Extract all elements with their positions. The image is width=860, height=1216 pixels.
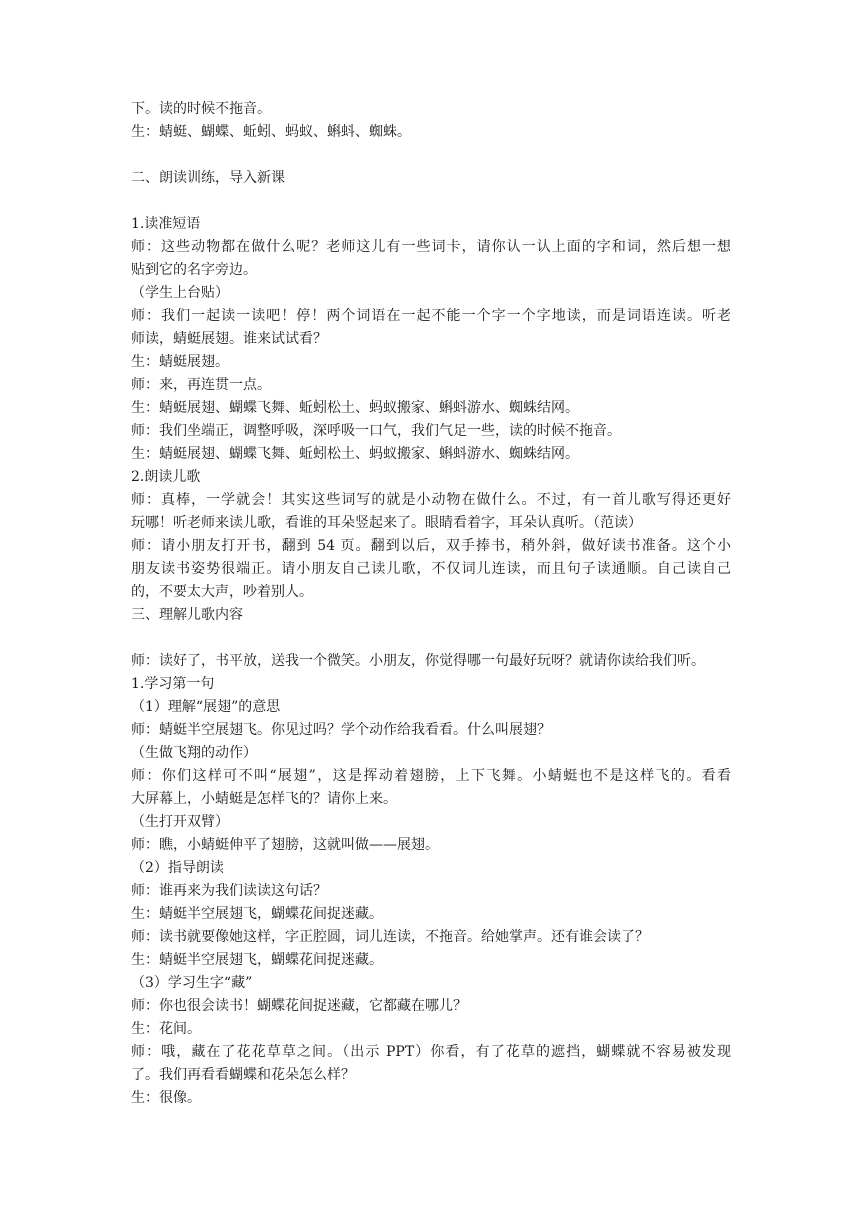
text-line: （2）指导朗读 xyxy=(131,860,224,876)
text-line: 1.读准短语 xyxy=(131,216,201,232)
text-line: 师：你们这样可不叫“展翅”，这是挥动着翅膀，上下飞舞。小蜻蜓也不是这样飞的。看看 xyxy=(131,768,731,784)
text-line: （3）学习生字“藏” xyxy=(131,975,253,991)
text-line: 朋友读书姿势很端正。请小朋友自己读儿歌，不仅词儿连读，而且句子读通顺。自己读自己 xyxy=(131,561,731,577)
text-line: 师读，蜻蜓展翅。谁来试试看？ xyxy=(131,331,327,347)
text-line: 师：来，再连贯一点。 xyxy=(131,377,271,393)
text-line: 师：谁再来为我们读读这句话？ xyxy=(131,883,327,899)
text-line: 师：读好了，书平放，送我一个微笑。小朋友，你觉得哪一句最好玩呀？就请你读给我们听。 xyxy=(131,653,705,669)
blank-line xyxy=(131,144,731,167)
text-line: 师：我们一起读一读吧！停！两个词语在一起不能一个字一个字地读，而是词语连读。听老 xyxy=(131,308,731,324)
text-line: 生：蜻蜓展翅、蝴蝶飞舞、蚯蚓松土、蚂蚁搬家、蝌蚪游水、蜘蛛结网。 xyxy=(131,446,579,462)
text-line: 师：这些动物都在做什么呢？老师这儿有一些词卡，请你认一认上面的字和词，然后想一想 xyxy=(131,239,731,255)
text-line: 二、朗读训练，导入新课 xyxy=(131,170,285,186)
lesson-transcript xyxy=(131,98,731,1110)
text-line: 2.朗读儿歌 xyxy=(131,469,201,485)
text-line: 师：我们坐端正，调整呼吸，深呼吸一口气，我们气足一些，读的时候不拖音。 xyxy=(131,423,621,439)
text-line: 生：很像。 xyxy=(131,1090,201,1106)
text-line: 师：蜻蜓半空展翅飞。你见过吗？学个动作给我看看。什么叫展翅？ xyxy=(131,722,551,738)
text-line: 玩哪！听老师来读儿歌，看谁的耳朵竖起来了。眼睛看着字，耳朵认真听。（范读） xyxy=(131,515,642,531)
blank-line xyxy=(131,190,731,213)
text-line: 生：花间。 xyxy=(131,1021,201,1037)
text-line: 生：蜻蜓展翅。 xyxy=(131,354,229,370)
text-line: 师：瞧，小蜻蜓伸平了翅膀，这就叫做——展翅。 xyxy=(131,837,439,853)
text-line: 生：蜻蜓、蝴蝶、蚯蚓、蚂蚁、蝌蚪、蜘蛛。 xyxy=(131,124,411,140)
text-line: 生：蜻蜓半空展翅飞，蝴蝶花间捉迷藏。 xyxy=(131,952,383,968)
text-line: 师：真棒，一学就会！其实这些词写的就是小动物在做什么。不过，有一首儿歌写得还更好 xyxy=(131,492,731,508)
text-line: 生：蜻蜓展翅、蝴蝶飞舞、蚯蚓松土、蚂蚁搬家、蝌蚪游水、蜘蛛结网。 xyxy=(131,400,579,416)
text-line: 了。我们再看看蝴蝶和花朵怎么样？ xyxy=(131,1067,355,1083)
text-line: 下。读的时候不拖音。 xyxy=(131,101,271,117)
text-line: 贴到它的名字旁边。 xyxy=(131,262,257,278)
text-line: 师：请小朋友打开书，翻到 54 页。翻到以后，双手捧书，稍外斜，做好读书准备。这个小 xyxy=(131,538,731,554)
text-line: 师：读书就要像她这样，字正腔圆，词儿连读，不拖音。给她掌声。还有谁会读了？ xyxy=(131,929,649,945)
text-line: 生：蜻蜓半空展翅飞，蝴蝶花间捉迷藏。 xyxy=(131,906,383,922)
text-line: （学生上台贴） xyxy=(131,285,229,301)
text-line: （1）理解“展翅”的意思 xyxy=(131,699,281,715)
blank-line xyxy=(131,627,731,650)
text-line: 1.学习第一句 xyxy=(131,676,215,692)
text-line: （生打开双臂） xyxy=(131,814,229,830)
text-line: 大屏幕上，小蜻蜓是怎样飞的？请你上来。 xyxy=(131,791,397,807)
text-line: 师：你也很会读书！蝴蝶花间捉迷藏，它都藏在哪儿？ xyxy=(131,998,467,1014)
text-line: （生做飞翔的动作） xyxy=(131,745,257,761)
text-line: 的，不要太大声，吵着别人。 xyxy=(131,584,313,600)
text-line: 三、理解儿歌内容 xyxy=(131,607,243,623)
text-line: 师：哦，藏在了花花草草之间。（出示 PPT）你看，有了花草的遮挡，蝴蝶就不容易被发现 xyxy=(131,1044,731,1060)
